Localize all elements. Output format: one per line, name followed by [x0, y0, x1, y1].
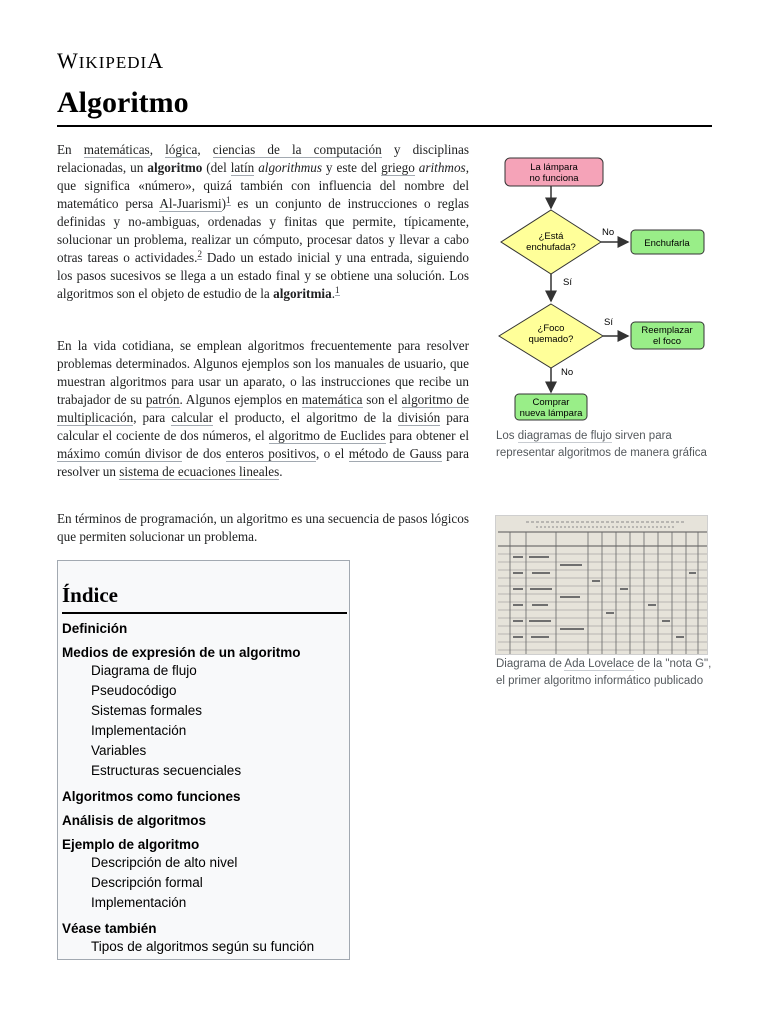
flow-q1-line1: ¿Está	[538, 231, 564, 242]
link-logica[interactable]: lógica	[165, 142, 198, 157]
link-al-juarismi[interactable]: Al-Juarismi	[159, 196, 222, 211]
wordmark-middle: IKIPEDI	[78, 53, 148, 72]
toc-item-medios-expresion[interactable]: Medios de expresión de un algoritmo	[62, 645, 301, 660]
reference-1b[interactable]: 1	[335, 284, 340, 295]
ada-lovelace-note-g-image[interactable]	[495, 515, 708, 655]
flowchart-figure[interactable]	[495, 150, 717, 425]
flow-act1-text: Enchufarla	[644, 238, 690, 249]
flow-label-no2: No	[561, 367, 574, 378]
link-latin[interactable]: latín	[230, 160, 255, 175]
link-griego[interactable]: griego	[381, 160, 415, 175]
link-sistema-ecuaciones[interactable]: sistema de ecuaciones lineales	[119, 464, 280, 479]
flow-act2-line1: Reemplazar	[641, 325, 693, 336]
link-algoritmo-euclides[interactable]: algoritmo de Euclides	[268, 428, 386, 443]
link-patron[interactable]: patrón	[145, 392, 180, 407]
flow-start-line1: La lámpara	[530, 162, 578, 173]
flow-act2-line2: el foco	[653, 336, 681, 347]
ledger-drawing	[496, 516, 708, 655]
toc-item-descripcion-alto-nivel[interactable]: Descripción de alto nivel	[91, 855, 238, 870]
flow-label-si1: Sí	[563, 277, 572, 288]
wordmark-a: A	[147, 48, 165, 73]
toc-item-variables[interactable]: Variables	[91, 743, 147, 758]
wordmark-w: W	[57, 48, 79, 73]
link-ada-lovelace[interactable]: Ada Lovelace	[564, 658, 635, 670]
link-calcular[interactable]: calcular	[171, 410, 213, 425]
flow-label-no1: No	[602, 227, 615, 238]
toc-item-algoritmos-funciones[interactable]: Algoritmos como funciones	[62, 789, 241, 804]
ada-lovelace-caption: Diagrama de Ada Lovelace de la "nota G", el primer algoritmo informático publicado	[496, 658, 712, 687]
bold-algoritmia: algoritmia	[273, 286, 332, 301]
title-underline	[57, 125, 712, 127]
toc-item-implementacion-2[interactable]: Implementación	[91, 895, 187, 910]
toc-item-descripcion-formal[interactable]: Descripción formal	[91, 875, 203, 890]
page-title: Algoritmo	[57, 86, 189, 119]
link-division[interactable]: división	[397, 410, 441, 425]
reference-2[interactable]: 2	[197, 248, 202, 259]
wikipedia-wordmark[interactable]	[57, 48, 164, 74]
flow-q2-line2: quemado?	[528, 334, 574, 345]
programming-paragraph: En términos de programación, un algoritmo es una secuencia de pasos lógicos que permiten solucionar un problema.	[57, 511, 469, 544]
flowchart-caption: Los diagramas de flujo sirven para representar algoritmos de manera gráfica	[496, 430, 707, 459]
toc-item-analisis[interactable]: Análisis de algoritmos	[62, 813, 207, 828]
toc-item-implementacion[interactable]: Implementación	[91, 723, 187, 738]
toc-item-estructuras-secuenciales[interactable]: Estructuras secuenciales	[91, 763, 242, 778]
italic-algorithmus: algorithmus	[258, 160, 322, 175]
toc-item-ejemplo[interactable]: Ejemplo de algoritmo	[62, 837, 200, 852]
intro-paragraph: En matemáticas, lógica, ciencias de la computación y disciplinas relacionadas, un algoritmo (del latín algorithmus y este del griego arithmos, que significa «número», quizá también con influencia del nombre del matemático persa Al-Juarismi)$^1$ es un conjunto de instrucciones o reglas definidas y no-ambiguas, ordenadas y finitas que permite, típicamente, solucionar un problema, realizar un cómputo, procesar datos y llevar a cabo otras tareas o actividades.$^2$ Dado un estado inicial y una entrada, siguiendo los pasos sucesivos se llega a un estado final y se obtiene una solución. Los algoritmos son el objeto de estudio de la algoritmia.$^1$	[57, 142, 470, 301]
flow-label-si2: Sí	[604, 317, 613, 328]
flow-q1-line2: enchufada?	[526, 242, 576, 253]
toc-item-tipos-algoritmos[interactable]: Tipos de algoritmos según su función	[91, 939, 315, 954]
link-matematica[interactable]: matemática	[301, 392, 363, 407]
link-maximo-comun-divisor[interactable]: máximo común divisor	[57, 446, 182, 461]
link-ciencias-computacion[interactable]: ciencias de la computación	[212, 142, 382, 157]
flow-act3-line1: Comprar	[532, 397, 570, 408]
toc-item-vease-tambien[interactable]: Véase también	[62, 921, 157, 936]
toc-title: Índice	[62, 583, 119, 607]
link-diagramas-flujo[interactable]: diagramas de flujo	[517, 430, 612, 442]
toc-rule	[62, 612, 347, 614]
bold-algoritmo: algoritmo	[147, 160, 203, 175]
toc-item-sistemas-formales[interactable]: Sistemas formales	[91, 703, 203, 718]
link-enteros-positivos[interactable]: enteros positivos	[225, 446, 316, 461]
flow-act3-line2: nueva lámpara	[519, 408, 583, 419]
flow-start-line2: no funciona	[529, 173, 579, 184]
link-metodo-gauss[interactable]: método de Gauss	[348, 446, 442, 461]
table-of-contents	[57, 560, 350, 960]
link-matematicas[interactable]: matemáticas	[83, 142, 150, 157]
italic-arithmos: arithmos	[418, 160, 466, 175]
link-algoritmo-multiplicacion[interactable]: algoritmo de multiplicación	[57, 392, 469, 425]
toc-item-diagrama-flujo[interactable]: Diagrama de flujo	[91, 663, 197, 678]
reference-1[interactable]: 1	[226, 194, 231, 205]
toc-item-definicion[interactable]: Definición	[62, 621, 128, 636]
flow-q2-line1: ¿Foco	[537, 323, 565, 334]
examples-paragraph: En la vida cotidiana, se emplean algoritmos frecuentemente para resolver problemas determinados. Algunos ejemplos son los manuales de usuario, que muestran algoritmos para usar un aparato, o las instrucciones que recibe un trabajador de su patrón. Algunos ejemplos en matemática son el algoritmo de multiplicación, para calcular el producto, el algoritmo de la división para calcular el cociente de dos números, el algoritmo de Euclides para obtener el máximo común divisor de dos enteros positivos, o el método de Gauss para resolver un sistema de ecuaciones lineales.	[57, 338, 469, 479]
toc-item-pseudocodigo[interactable]: Pseudocódigo	[91, 683, 177, 698]
